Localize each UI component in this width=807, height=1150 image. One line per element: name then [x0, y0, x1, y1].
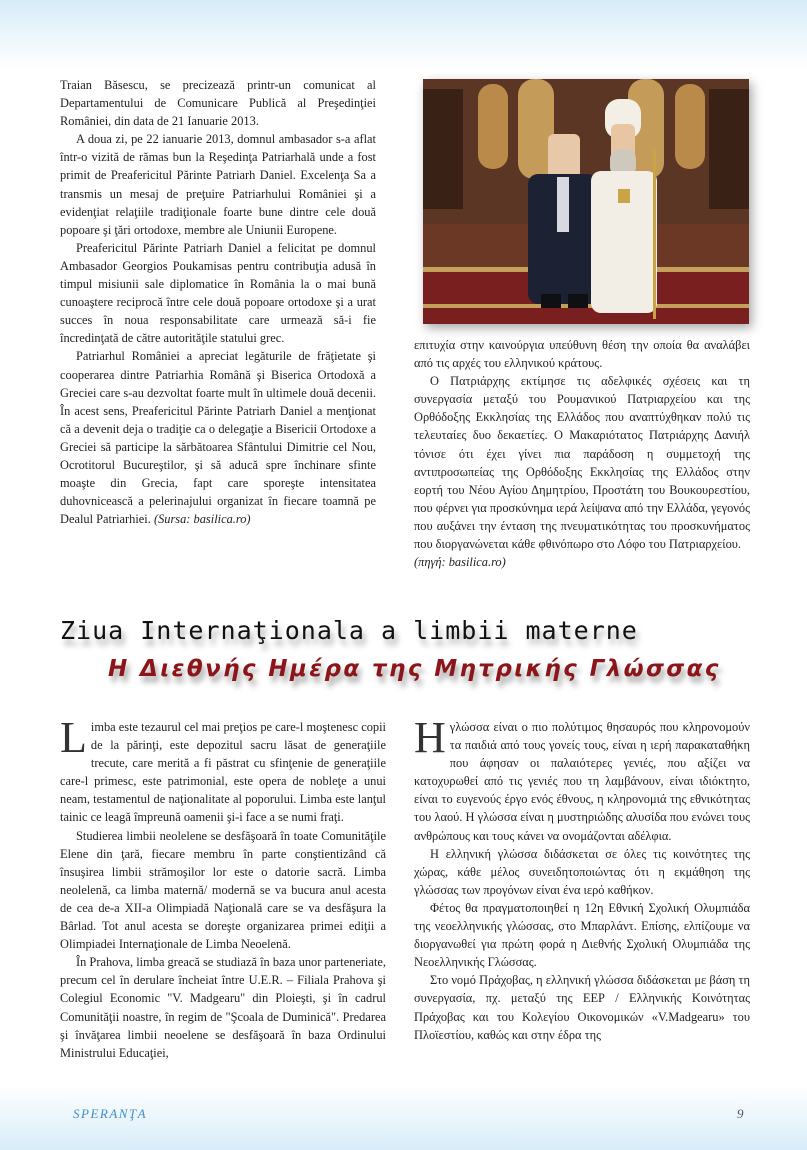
article-top-left-column	[60, 76, 376, 528]
drop-cap: L	[60, 713, 87, 762]
section-title-romanian: Ziua Internaţionala a limbii materne	[60, 616, 638, 645]
article-bottom-right-column	[414, 713, 750, 1044]
source-citation: (Sursa: basilica.ro)	[153, 512, 251, 527]
section-title-greek: Η Διεθνής Ημέρα της Μητρικής Γλώσσας	[108, 656, 721, 682]
intro-paragraph	[60, 713, 386, 827]
paragraph-text: Patriarhul României a apreciat legăturile de frăţietate şi cooperarea dintre Patriarhia Română şi Biserica Ortodoxă a Greciei care s-au dezvoltat foarte mult în ultimele două decenii. În acest sens, Preafericitul Părinte Patriarh Daniel a menţionat că a devenit deja o tradiţie ca o delegaţie a Bisericii Ortodoxe a Greciei să participe la sărbătoarea Sfântului Dimitrie cel Nou, Ocrotitorul Bucureştilor, şi să aducă spre închinare sfinte moaşte din Grecia, fapt care sporeşte intensitatea duhovnicească a pelerinajului organizat în fiecare toamnă pe Dealul Patriarhiei.	[60, 349, 376, 527]
article-photo	[423, 79, 749, 324]
article-top-right-column	[414, 336, 750, 571]
paragraph-text: γλώσσα είναι ο πιο πολύτιμος θησαυρός που κληρονομούν τα παιδιά από τους γονείς τους, είναι η ιερή παρακαταθήκη που άφησαν οι παλαιότερες γενιές, που αξίζει να κατοχυρωθεί από τις γενιές που τη λαμβάνουν, είναι ιδιόκτητο, είναι το ευγενούς έργο ενός έθνους, η κληρονομιά της εθνικότητας του λαού. Η γλώσσα είναι η μυστηριώδης αλυσίδα που ενώνει τους ανθρώπους και τους κάνει να ονομάζονται αδέλφια.	[414, 720, 750, 843]
source-citation: (πηγή: basilica.ro)	[414, 555, 506, 570]
paragraph: În Prahova, limba greacă se studiază în baza unor parteneriate, precum cel în derulare încheiat între U.E.R. – Filiala Prahova şi Colegiul Economic "V. Madgearu" din Ploieşti, şi în cadrul Comunităţii noastre, în regim de "Şcoala de Duminică". Predarea şi învăţarea limbii neoelene se desfăşoară în baza Ordinului Ministrului Educaţiei,	[60, 955, 386, 1060]
intro-paragraph	[414, 713, 750, 845]
paragraph: Στο νομό Πράχοβας, η ελληνική γλώσσα διδάσκεται με βάση τη συνεργασία, πχ. μεταξύ της ΕΕΡ / Ελληνικής Κοινότητας Πράχοβας και του Κολεγίου Οικονομικών «V.Madgearu» του Πλοϊεστίου, καθώς και στην έδρα της	[414, 973, 750, 1042]
paragraph: Traian Băsescu, se precizează printr-un comunicat al Departamentului de Comunicare Publică al Preşedinţiei României, din data de 21 Ianuarie 2013.	[60, 78, 376, 129]
magazine-title: SPERANŢA	[73, 1106, 148, 1121]
article-bottom-left-column	[60, 713, 386, 1062]
page-number: 9	[737, 1106, 744, 1121]
paragraph: Ο Πατριάρχης εκτίμησε τις αδελφικές σχέσεις και τη συνεργασία μεταξύ του Ρουμανικού Πατριαρχείου και της Ορθόδοξης Εκκλησίας της Ελλάδος που αναπτύχθηκαν πολύ τις τελευταίες δυο δεκαετίες. Ο Μακαριότατος Πατριάρχης Δανιήλ τόνισε ότι έχει γίνει πια παράδοση η συμμετοχή της αντιπροσωπείας της Ορθόδοξης Εκκλησίας της Ελλάδος στην εορτή του Νέου Αγίου Δημητρίου, Προστάτη του Βουκουρεστίου, που φέρνει για προσκύνημα ιερά λείψανα από την Ελλάδα, γεγονός που αυξάνει την ένταση της πνευματικότητας του προσκυνήματος που διοργανώνεται κάθε φθινόπωρο στο Λόφο του Πατριαρχείου.	[414, 374, 750, 552]
paragraph: επιτυχία στην καινούργια υπεύθυνη θέση την οποία θα αναλάβει από τις αρχές του ελληνικού κράτους.	[414, 338, 750, 371]
paragraph: Φέτος θα πραγματοποιηθεί η 12η Εθνική Σχολική Ολυμπιάδα της νεοελληνικής γλώσσας, στο Μπαρλάντ. Επίσης, ελπίζουμε να διοργανωθεί για πρώτη φορά η Διεθνής Σχολική Ολυμπιάδα της Νεοελληνικής Γλώσσας.	[414, 900, 750, 970]
paragraph: Η ελληνική γλώσσα διδάσκεται σε όλες τις κοινότητες της χώρας, κάθε μέλος συνειδητοποιώντας ότι η εκμάθηση της γλώσσας των προγόνων είναι ένα ιερό καθήκον.	[414, 846, 750, 897]
paragraph: Preafericitul Părinte Patriarh Daniel a felicitat pe domnul Ambasador Georgios Poukamisas pentru contribuţia adusă în timpul misiunii sale diplomatice în România la o mai bună cunoaştere reciprocă între cele două popoare ortodoxe şi a urat succes în noua responsabilitate care urmează să-i fie încredinţată de către autorităţile statului grec.	[60, 240, 376, 346]
paragraph: A doua zi, pe 22 ianuarie 2013, domnul ambasador s-a aflat într-o vizită de rămas bun la Reşedinţa Patriarhală unde a fost primit de Preafericitul Părinte Patriarh Daniel. Excelenţa Sa a transmis un mesaj de preţuire Patriarhului României şi a evidenţiat relaţiile tradiţionale foarte bune dintre cele două popoare şi ţări ortodoxe, membre ale Uniunii Europene.	[60, 132, 376, 237]
drop-cap: Η	[414, 713, 446, 762]
paragraph-text: imba este tezaurul cel mai preţios pe care-l moştenesc copii de la părinţi, este depozitul sacru lăsat de generaţiile trecute, care merită a fi păstrat cu sfinţenie de generaţiile care-l primesc, este patrimonial, este opera de nobleţe a unui neam, testamentul de naţionalitate al poporului. Limba este lanţul tainic ce leagă împreună oamenii şi-i face a se numi fraţi.	[60, 720, 386, 825]
paragraph	[60, 347, 376, 528]
photo-illustration	[423, 79, 749, 324]
paragraph: Studierea limbii neolelene se desfăşoară în toate Comunităţile Elene din ţară, fiecare membru în parte conştientizând că însuşirea limbii strămoşilor lor este o datorie sacră. Limba neolelenă, ca limba maternă/ modernă se va bucura anul acesta de cea de-a XII-a Olimpiadă Naţională care se va desfăşura la Bârlad. Tot anul acesta se doreşte organizarea primei ediţii a Olimpiadei Internaţionale de Limba Neoelenă.	[60, 828, 386, 952]
